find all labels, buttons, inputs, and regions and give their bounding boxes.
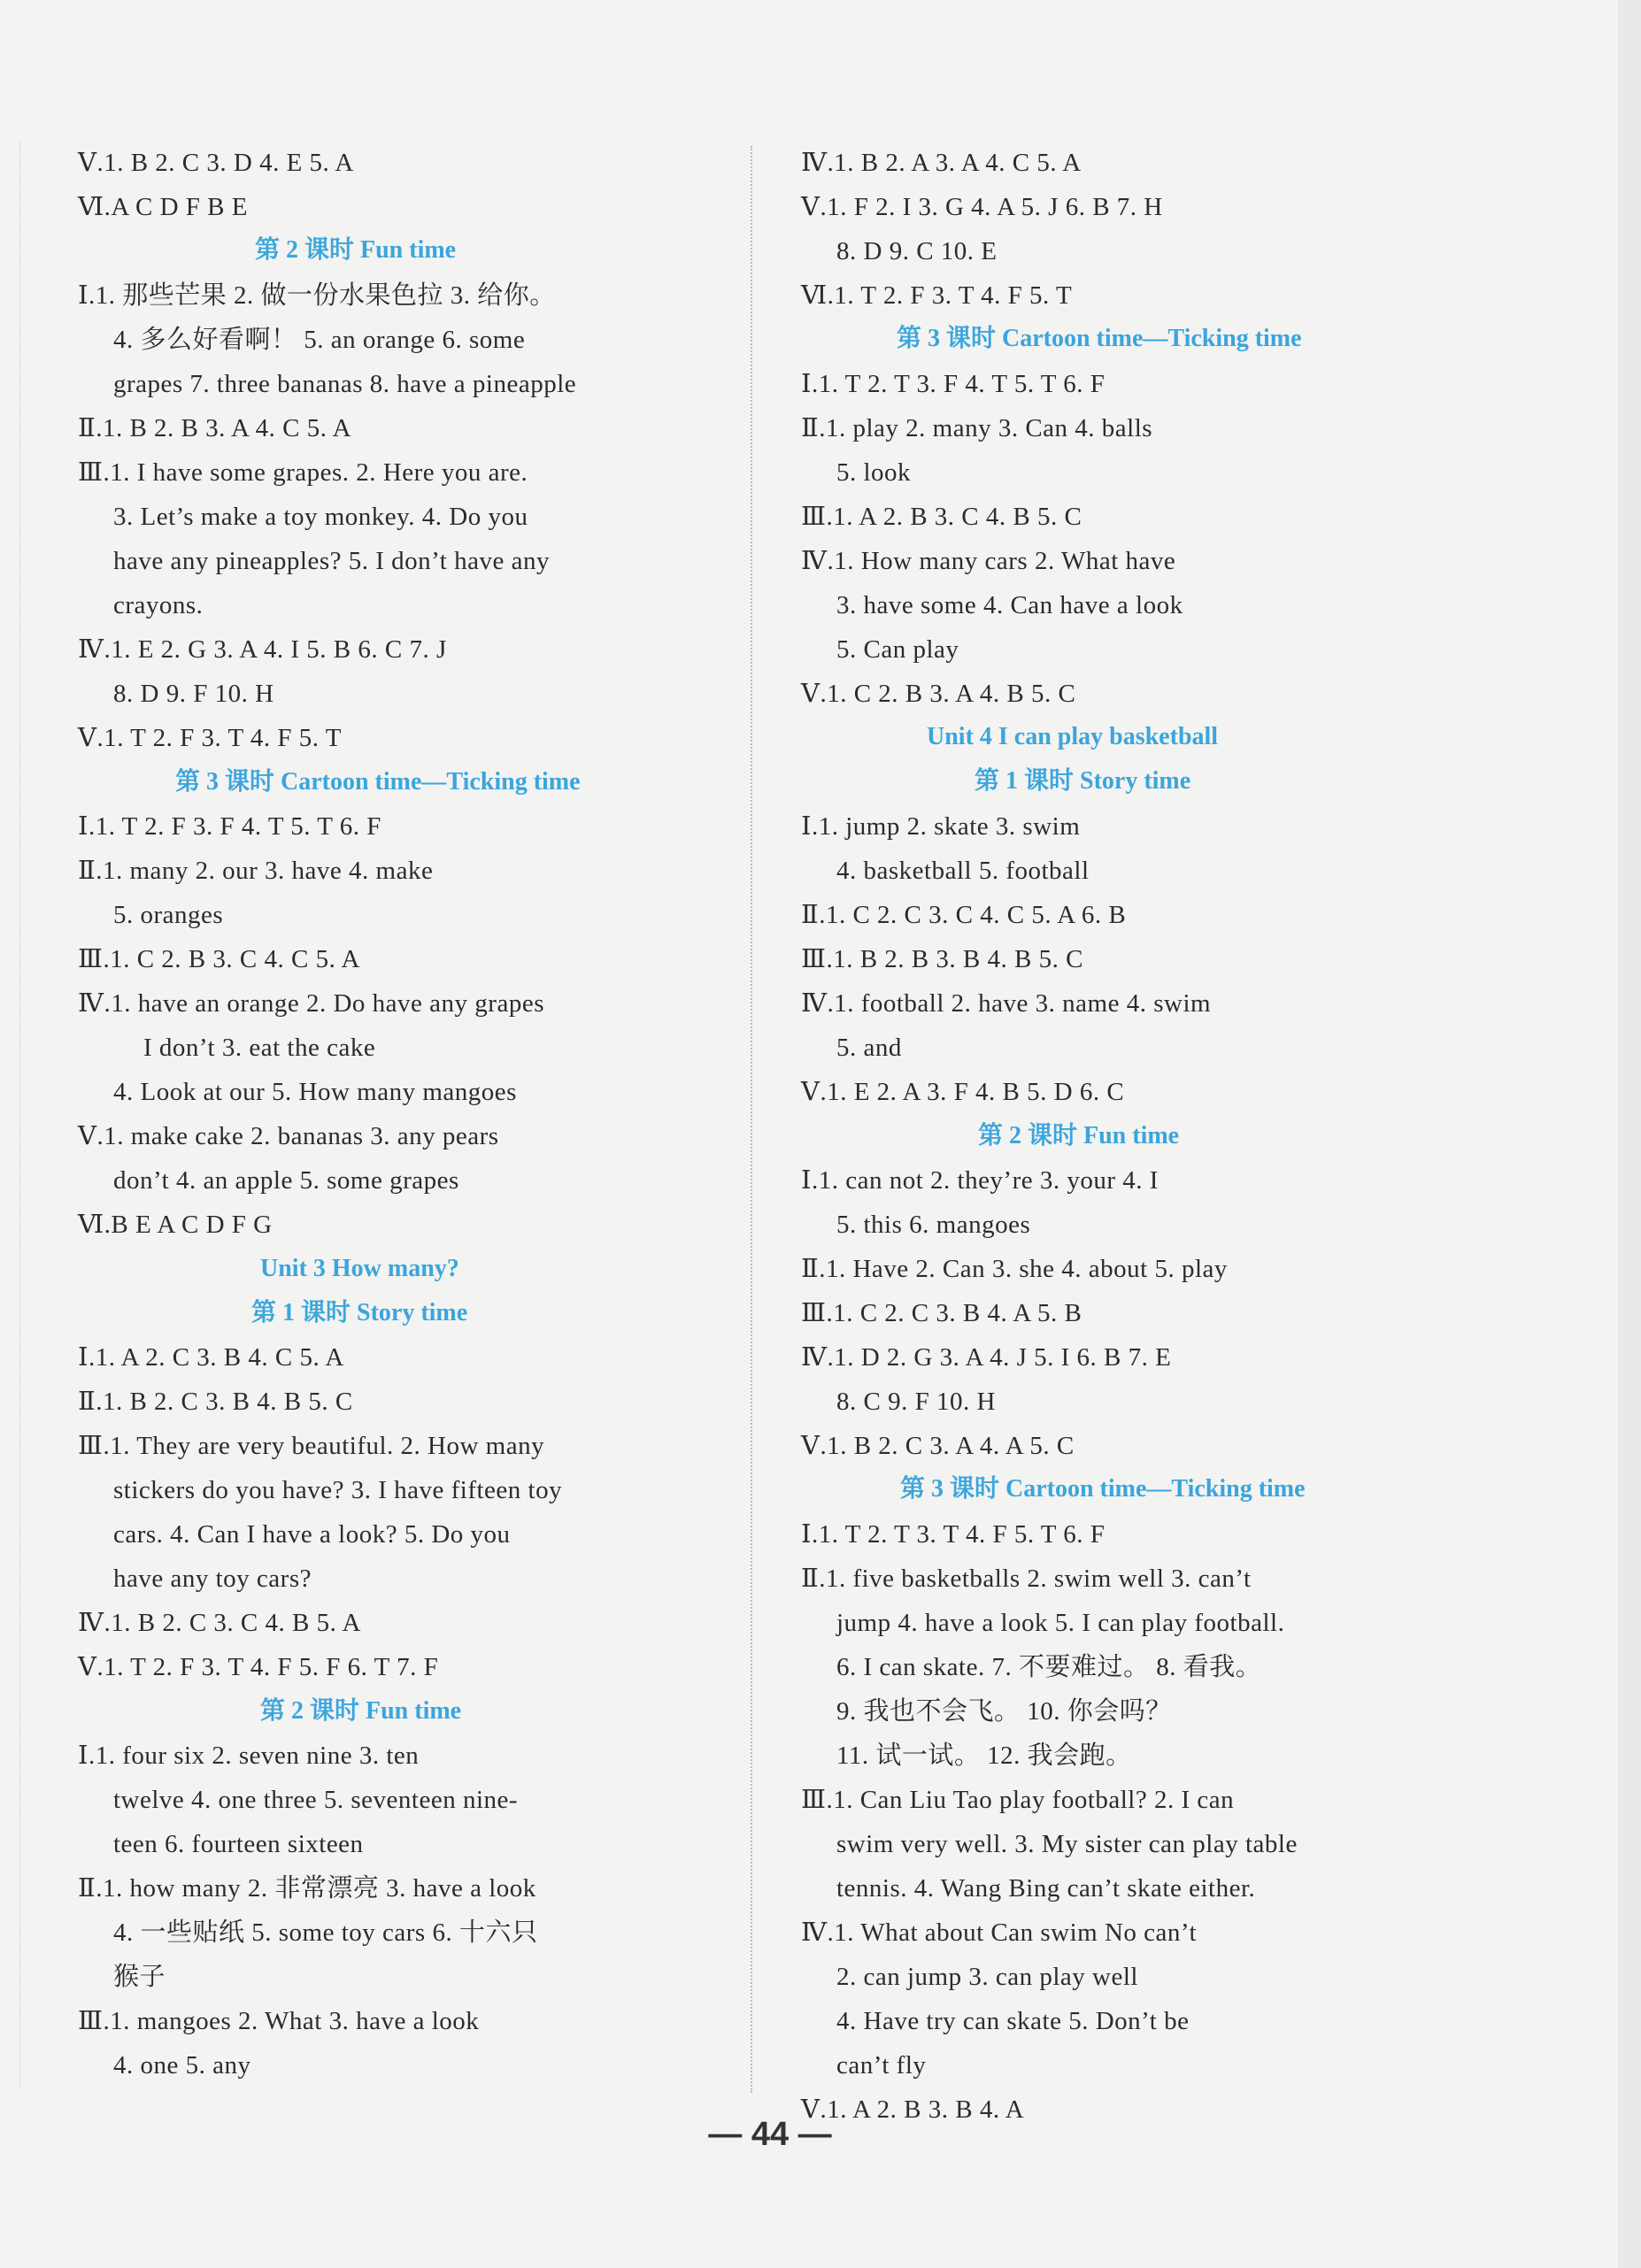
answer-line: Ⅲ.1. They are very beautiful. 2. How many [78,1432,545,1460]
page-right-shade [1618,0,1641,2268]
answer-line: Ⅰ.1. 那些芒果 2. 做一份水果色拉 3. 给你。 [78,281,556,310]
answer-line: Ⅱ.1. B 2. C 3. B 4. B 5. C [78,1388,353,1416]
section-heading: 第 3 课时 Cartoon time—Ticking time [900,1475,1306,1503]
answer-line: stickers do you have? 3. I have fifteen toy [113,1476,563,1504]
answer-line: Ⅴ.1. B 2. C 3. D 4. E 5. A [78,149,354,177]
answer-line: 5. oranges [113,901,224,929]
answer-line: cars. 4. Can I have a look? 5. Do you [113,1520,511,1549]
answer-line: Ⅳ.1. D 2. G 3. A 4. J 5. I 6. B 7. E [801,1343,1172,1372]
page-number: — 44 — [708,2116,832,2153]
answer-line: Ⅳ.1. football 2. have 3. name 4. swim [801,989,1212,1018]
answer-line: 5. Can play [836,635,959,664]
answer-line: Ⅲ.1. C 2. C 3. B 4. A 5. B [801,1299,1082,1327]
section-heading: 第 1 课时 Story time [975,767,1191,795]
answer-line: 5. this 6. mangoes [836,1211,1031,1239]
answer-line: Ⅳ.1. E 2. G 3. A 4. I 5. B 6. C 7. J [78,635,447,664]
answer-line: Ⅳ.1. B 2. C 3. C 4. B 5. A [78,1609,361,1637]
left-edge-line [19,142,20,2088]
answer-line: Ⅳ.1. B 2. A 3. A 4. C 5. A [801,149,1082,177]
answer-line: Ⅰ.1. can not 2. they’re 3. your 4. I [801,1166,1159,1195]
answer-line: Ⅱ.1. how many 2. 非常漂亮 3. have a look [78,1874,536,1903]
answer-line: 2. can jump 3. can play well [836,1963,1138,1991]
answer-line: 4. Look at our 5. How many mangoes [113,1078,517,1106]
answer-line: Ⅴ.1. F 2. I 3. G 4. A 5. J 6. B 7. H [801,193,1163,221]
answer-line: Ⅱ.1. B 2. B 3. A 4. C 5. A [78,414,352,442]
section-heading: 第 2 课时 Fun time [260,1697,462,1725]
answer-line: Ⅵ.B E A C D F G [78,1211,273,1239]
answer-line: Ⅳ.1. What about Can swim No can’t [801,1918,1198,1947]
answer-line: Ⅴ.1. T 2. F 3. T 4. F 5. T [78,724,342,752]
section-heading: 第 2 课时 Fun time [978,1122,1180,1149]
answer-line: 猴子 [113,1963,166,1991]
answer-line: teen 6. fourteen sixteen [113,1830,364,1858]
answer-line: Ⅱ.1. C 2. C 3. C 4. C 5. A 6. B [801,901,1127,929]
answer-line: Ⅱ.1. play 2. many 3. Can 4. balls [801,414,1153,442]
answer-line: 3. have some 4. Can have a look [836,591,1183,619]
answer-line: can’t fly [836,2051,927,2080]
answer-line: 4. 一些贴纸 5. some toy cars 6. 十六只 [113,1918,538,1947]
answer-line: tennis. 4. Wang Bing can’t skate either. [836,1874,1256,1903]
answer-line: crayons. [113,591,204,619]
answer-line: 8. C 9. F 10. H [836,1388,996,1416]
answer-line: Ⅴ.1. A 2. B 3. B 4. A [801,2095,1025,2124]
answer-line: have any pineapples? 5. I don’t have any [113,547,550,575]
answer-line: Ⅵ.1. T 2. F 3. T 4. F 5. T [801,281,1073,310]
answer-line: 4. Have try can skate 5. Don’t be [836,2007,1190,2035]
answer-line: Ⅳ.1. have an orange 2. Do have any grapes [78,989,544,1018]
answer-line: 9. 我也不会飞。 10. 你会吗？ [836,1697,1172,1726]
answer-line: Ⅱ.1. Have 2. Can 3. she 4. about 5. play [801,1255,1228,1283]
answer-line: Ⅲ.1. Can Liu Tao play football? 2. I can [801,1786,1235,1814]
answer-line: have any toy cars? [113,1565,312,1593]
answer-line: 8. D 9. F 10. H [113,680,274,708]
answer-line: Ⅲ.1. A 2. B 3. C 4. B 5. C [801,503,1082,531]
answer-line: Ⅱ.1. many 2. our 3. have 4. make [78,857,434,885]
answer-line: Ⅴ.1. B 2. C 3. A 4. A 5. C [801,1432,1075,1460]
section-heading: 第 3 课时 Cartoon time—Ticking time [175,768,581,796]
answer-line: 11. 试一试。 12. 我会跑。 [836,1741,1132,1770]
answer-line: 6. I can skate. 7. 不要难过。 8. 看我。 [836,1653,1262,1681]
answer-line: Ⅰ.1. T 2. F 3. F 4. T 5. T 6. F [78,812,381,841]
answer-line: 4. 多么好看啊！ 5. an orange 6. some [113,326,526,354]
answer-line: twelve 4. one three 5. seventeen nine- [113,1786,519,1814]
answer-line: Ⅰ.1. T 2. T 3. T 4. F 5. T 6. F [801,1520,1106,1549]
section-heading: 第 3 课时 Cartoon time—Ticking time [897,325,1302,352]
answer-line: 4. one 5. any [113,2051,251,2080]
answer-line: Ⅲ.1. I have some grapes. 2. Here you are. [78,458,528,487]
answer-line: jump 4. have a look 5. I can play football. [836,1609,1285,1637]
answer-line: Ⅰ.1. A 2. C 3. B 4. C 5. A [78,1343,344,1372]
answer-line: Ⅲ.1. mangoes 2. What 3. have a look [78,2007,480,2035]
unit-heading: Unit 3 How many? [260,1255,459,1282]
column-divider [751,146,752,2093]
answer-line: grapes 7. three bananas 8. have a pineapple [113,370,577,398]
unit-heading: Unit 4 I can play basketball [927,723,1219,750]
answer-line: Ⅴ.1. make cake 2. bananas 3. any pears [78,1122,499,1150]
answer-line: 8. D 9. C 10. E [836,237,998,265]
answer-line: Ⅳ.1. How many cars 2. What have [801,547,1176,575]
answer-line: 4. basketball 5. football [836,857,1090,885]
section-heading: 第 1 课时 Story time [251,1299,468,1326]
section-heading: 第 2 课时 Fun time [255,236,457,264]
answer-line: swim very well. 3. My sister can play table [836,1830,1298,1858]
answer-line: Ⅵ.A C D F B E [78,193,248,221]
answer-line: Ⅴ.1. C 2. B 3. A 4. B 5. C [801,680,1076,708]
answer-line: 5. look [836,458,912,487]
answer-line: Ⅰ.1. four six 2. seven nine 3. ten [78,1741,420,1770]
answer-line: Ⅱ.1. five basketballs 2. swim well 3. can’t [801,1565,1252,1593]
answer-line: Ⅲ.1. B 2. B 3. B 4. B 5. C [801,945,1083,973]
answer-line: Ⅰ.1. jump 2. skate 3. swim [801,812,1081,841]
answer-line: Ⅴ.1. T 2. F 3. T 4. F 5. F 6. T 7. F [78,1653,439,1681]
answer-line: 3. Let’s make a toy monkey. 4. Do you [113,503,528,531]
answer-line: Ⅲ.1. C 2. B 3. C 4. C 5. A [78,945,360,973]
answer-line: Ⅰ.1. T 2. T 3. F 4. T 5. T 6. F [801,370,1106,398]
answer-line: 5. and [836,1034,902,1062]
answer-line: I don’t 3. eat the cake [143,1034,376,1062]
answer-line: don’t 4. an apple 5. some grapes [113,1166,459,1195]
answer-line: Ⅴ.1. E 2. A 3. F 4. B 5. D 6. C [801,1078,1125,1106]
